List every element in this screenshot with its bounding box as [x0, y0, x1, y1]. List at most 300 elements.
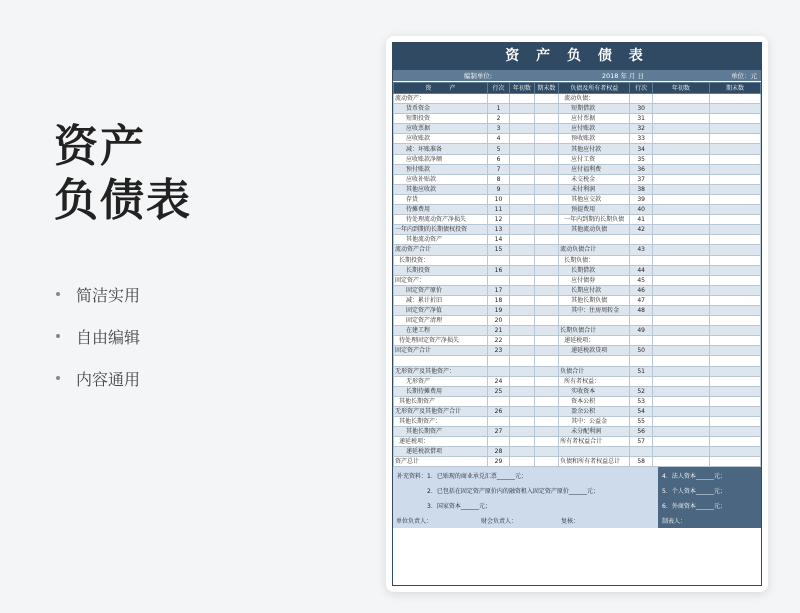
table-cell[interactable]: 短期借款 [559, 104, 630, 114]
feature-list [56, 283, 140, 409]
table-cell[interactable] [630, 356, 652, 366]
empty-cell[interactable] [652, 164, 709, 174]
empty-cell[interactable] [709, 305, 760, 315]
table-cell[interactable]: 其中：住房周转金 [559, 305, 630, 315]
empty-cell[interactable] [510, 215, 534, 225]
empty-cell[interactable] [652, 205, 709, 215]
empty-cell[interactable] [709, 427, 760, 437]
table-cell[interactable]: 54 [630, 406, 652, 416]
table-cell[interactable]: 26 [487, 406, 509, 416]
table-cell[interactable]: 长期借款 [559, 265, 630, 275]
empty-cell[interactable] [709, 295, 760, 305]
empty-cell[interactable] [709, 376, 760, 386]
empty-cell[interactable] [510, 275, 534, 285]
table-cell[interactable]: 34 [630, 144, 652, 154]
table-cell[interactable]: 24 [487, 376, 509, 386]
table-cell[interactable] [487, 437, 509, 447]
table-cell[interactable]: 49 [630, 326, 652, 336]
empty-cell[interactable] [652, 417, 709, 427]
table-cell[interactable]: 7 [487, 164, 509, 174]
table-cell[interactable]: 15 [487, 245, 509, 255]
empty-cell[interactable] [709, 275, 760, 285]
empty-cell[interactable] [709, 184, 760, 194]
table-cell[interactable]: 一年内到期的长期负债 [559, 215, 630, 225]
empty-cell[interactable] [652, 144, 709, 154]
empty-cell[interactable] [652, 356, 709, 366]
table-cell[interactable]: 51 [630, 366, 652, 376]
empty-cell[interactable] [510, 194, 534, 204]
table-cell[interactable] [487, 94, 509, 104]
table-cell[interactable]: 应付福利费 [559, 164, 630, 174]
empty-cell[interactable] [510, 124, 534, 134]
table-cell[interactable]: 长期投资： [394, 255, 488, 265]
empty-cell[interactable] [709, 316, 760, 326]
table-cell[interactable]: 5 [487, 144, 509, 154]
empty-cell[interactable] [534, 457, 558, 467]
empty-cell[interactable] [652, 326, 709, 336]
table-cell[interactable]: 35 [630, 154, 652, 164]
empty-cell[interactable] [652, 305, 709, 315]
empty-cell[interactable] [510, 305, 534, 315]
empty-cell[interactable] [709, 447, 760, 457]
empty-cell[interactable] [534, 104, 558, 114]
empty-cell[interactable] [652, 94, 709, 104]
empty-cell[interactable] [534, 114, 558, 124]
table-cell[interactable]: 负债合计 [559, 366, 630, 376]
empty-cell[interactable] [534, 245, 558, 255]
empty-cell[interactable] [510, 245, 534, 255]
table-cell[interactable] [487, 417, 509, 427]
empty-cell[interactable] [510, 235, 534, 245]
empty-cell[interactable] [534, 225, 558, 235]
table-cell[interactable]: 9 [487, 184, 509, 194]
empty-cell[interactable] [709, 245, 760, 255]
empty-cell[interactable] [652, 457, 709, 467]
table-cell[interactable] [630, 376, 652, 386]
empty-cell[interactable] [652, 235, 709, 245]
table-cell[interactable] [559, 316, 630, 326]
table-cell[interactable]: 30 [630, 104, 652, 114]
empty-cell[interactable] [534, 134, 558, 144]
empty-cell[interactable] [709, 457, 760, 467]
empty-cell[interactable] [534, 174, 558, 184]
empty-cell[interactable] [709, 346, 760, 356]
empty-cell[interactable] [652, 194, 709, 204]
table-cell[interactable]: 长期应付款 [559, 285, 630, 295]
table-cell[interactable]: 短期投资 [394, 114, 488, 124]
table-cell[interactable]: 21 [487, 326, 509, 336]
table-cell[interactable]: 货币资金 [394, 104, 488, 114]
table-cell[interactable]: 递延税款贷项 [559, 346, 630, 356]
empty-cell[interactable] [510, 285, 534, 295]
table-cell[interactable]: 50 [630, 346, 652, 356]
table-cell[interactable]: 固定资产原价 [394, 285, 488, 295]
empty-cell[interactable] [652, 245, 709, 255]
table-cell[interactable]: 长期负债： [559, 255, 630, 265]
empty-cell[interactable] [709, 386, 760, 396]
table-cell[interactable] [630, 336, 652, 346]
empty-cell[interactable] [510, 164, 534, 174]
table-cell[interactable] [630, 316, 652, 326]
empty-cell[interactable] [534, 417, 558, 427]
table-cell[interactable] [630, 447, 652, 457]
table-cell[interactable]: 其他长期资产 [394, 427, 488, 437]
empty-cell[interactable] [709, 215, 760, 225]
empty-cell[interactable] [510, 356, 534, 366]
table-cell[interactable]: 14 [487, 235, 509, 245]
table-cell[interactable]: 负债和所有者权益总计 [559, 457, 630, 467]
table-cell[interactable]: 8 [487, 174, 509, 184]
empty-cell[interactable] [709, 356, 760, 366]
table-cell[interactable]: 42 [630, 225, 652, 235]
table-cell[interactable]: 流动负债： [559, 94, 630, 104]
empty-cell[interactable] [534, 406, 558, 416]
empty-cell[interactable] [534, 215, 558, 225]
table-cell[interactable]: 22 [487, 336, 509, 346]
table-cell[interactable]: 其他长期资产 [394, 396, 488, 406]
table-cell[interactable]: 19 [487, 305, 509, 315]
empty-cell[interactable] [534, 265, 558, 275]
empty-cell[interactable] [534, 255, 558, 265]
table-cell[interactable]: 16 [487, 265, 509, 275]
empty-cell[interactable] [534, 154, 558, 164]
table-cell[interactable]: 40 [630, 205, 652, 215]
empty-cell[interactable] [709, 285, 760, 295]
table-cell[interactable]: 其他长期资产： [394, 417, 488, 427]
table-cell[interactable]: 长期投资 [394, 265, 488, 275]
empty-cell[interactable] [510, 144, 534, 154]
empty-cell[interactable] [652, 336, 709, 346]
table-cell[interactable]: 减：累计折旧 [394, 295, 488, 305]
table-cell[interactable]: 47 [630, 295, 652, 305]
empty-cell[interactable] [534, 437, 558, 447]
table-cell[interactable]: 固定资产净值 [394, 305, 488, 315]
empty-cell[interactable] [510, 114, 534, 124]
table-cell[interactable]: 18 [487, 295, 509, 305]
table-cell[interactable]: 所有者权益： [559, 376, 630, 386]
table-cell[interactable]: 45 [630, 275, 652, 285]
table-cell[interactable]: 3 [487, 124, 509, 134]
empty-cell[interactable] [652, 376, 709, 386]
empty-cell[interactable] [652, 366, 709, 376]
empty-cell[interactable] [534, 376, 558, 386]
table-cell[interactable]: 43 [630, 245, 652, 255]
empty-cell[interactable] [652, 346, 709, 356]
empty-cell[interactable] [709, 124, 760, 134]
table-cell[interactable]: 其他应收款 [394, 184, 488, 194]
table-cell[interactable]: 长期待摊费用 [394, 386, 488, 396]
table-cell[interactable] [394, 356, 488, 366]
table-cell[interactable]: 固定资产清理 [394, 316, 488, 326]
table-cell[interactable]: 44 [630, 265, 652, 275]
empty-cell[interactable] [510, 326, 534, 336]
empty-cell[interactable] [510, 104, 534, 114]
table-cell[interactable]: 资本公积 [559, 396, 630, 406]
empty-cell[interactable] [709, 174, 760, 184]
empty-cell[interactable] [510, 437, 534, 447]
empty-cell[interactable] [534, 427, 558, 437]
table-cell[interactable]: 待处理固定资产净损失 [394, 336, 488, 346]
empty-cell[interactable] [534, 346, 558, 356]
empty-cell[interactable] [510, 417, 534, 427]
table-cell[interactable]: 存货 [394, 194, 488, 204]
table-cell[interactable]: 31 [630, 114, 652, 124]
empty-cell[interactable] [709, 265, 760, 275]
empty-cell[interactable] [652, 114, 709, 124]
empty-cell[interactable] [534, 356, 558, 366]
empty-cell[interactable] [652, 174, 709, 184]
table-cell[interactable]: 56 [630, 427, 652, 437]
empty-cell[interactable] [652, 225, 709, 235]
table-cell[interactable]: 未交税金 [559, 174, 630, 184]
table-cell[interactable]: 48 [630, 305, 652, 315]
empty-cell[interactable] [534, 164, 558, 174]
table-cell[interactable]: 预付账款 [394, 164, 488, 174]
table-cell[interactable]: 递延税款借项 [394, 447, 488, 457]
table-cell[interactable]: 25 [487, 386, 509, 396]
empty-cell[interactable] [510, 255, 534, 265]
empty-cell[interactable] [709, 94, 760, 104]
empty-cell[interactable] [709, 134, 760, 144]
table-cell[interactable] [487, 366, 509, 376]
table-cell[interactable]: 52 [630, 386, 652, 396]
empty-cell[interactable] [510, 295, 534, 305]
table-cell[interactable]: 资产总计 [394, 457, 488, 467]
table-cell[interactable] [559, 447, 630, 457]
table-cell[interactable]: 预收账款 [559, 134, 630, 144]
table-cell[interactable] [487, 255, 509, 265]
table-cell[interactable]: 其他流动资产 [394, 235, 488, 245]
table-row [394, 174, 761, 184]
table-cell[interactable] [487, 356, 509, 366]
empty-cell[interactable] [510, 336, 534, 346]
empty-cell[interactable] [709, 417, 760, 427]
empty-cell[interactable] [510, 154, 534, 164]
table-cell[interactable] [630, 94, 652, 104]
table-cell[interactable]: 未分配利润 [559, 427, 630, 437]
empty-cell[interactable] [709, 104, 760, 114]
empty-cell[interactable] [709, 114, 760, 124]
empty-cell[interactable] [534, 305, 558, 315]
empty-cell[interactable] [534, 316, 558, 326]
table-cell[interactable]: 应收账款 [394, 134, 488, 144]
empty-cell[interactable] [652, 437, 709, 447]
empty-cell[interactable] [652, 427, 709, 437]
table-cell[interactable]: 37 [630, 174, 652, 184]
empty-cell[interactable] [510, 174, 534, 184]
table-cell[interactable]: 减：坏账准备 [394, 144, 488, 154]
empty-cell[interactable] [652, 396, 709, 406]
table-cell[interactable] [487, 396, 509, 406]
empty-cell[interactable] [534, 396, 558, 406]
empty-cell[interactable] [652, 154, 709, 164]
table-cell[interactable]: 其中：公益金 [559, 417, 630, 427]
table-cell[interactable]: 41 [630, 215, 652, 225]
empty-cell[interactable] [534, 366, 558, 376]
table-cell[interactable]: 流动负债合计 [559, 245, 630, 255]
empty-cell[interactable] [534, 124, 558, 134]
empty-cell[interactable] [709, 396, 760, 406]
table-cell[interactable]: 53 [630, 396, 652, 406]
empty-cell[interactable] [534, 94, 558, 104]
table-cell[interactable]: 其他应付款 [559, 144, 630, 154]
table-cell[interactable] [559, 235, 630, 245]
table-cell[interactable]: 待处理流动资产净损失 [394, 215, 488, 225]
table-cell[interactable]: 应付工资 [559, 154, 630, 164]
table-cell[interactable]: 在建工程 [394, 326, 488, 336]
sheet-preview-card[interactable] [386, 36, 768, 592]
table-cell[interactable]: 长期负债合计 [559, 326, 630, 336]
empty-cell[interactable] [534, 184, 558, 194]
table-cell[interactable]: 10 [487, 194, 509, 204]
empty-cell[interactable] [652, 275, 709, 285]
table-cell[interactable]: 固定资产： [394, 275, 488, 285]
table-cell[interactable] [630, 235, 652, 245]
empty-cell[interactable] [709, 235, 760, 245]
empty-cell[interactable] [652, 265, 709, 275]
empty-cell[interactable] [510, 346, 534, 356]
table-cell[interactable]: 12 [487, 215, 509, 225]
empty-cell[interactable] [709, 154, 760, 164]
table-cell[interactable]: 应收票据 [394, 124, 488, 134]
table-cell[interactable]: 其他应交款 [559, 194, 630, 204]
table-cell[interactable]: 未付利润 [559, 184, 630, 194]
empty-cell[interactable] [534, 144, 558, 154]
empty-cell[interactable] [709, 437, 760, 447]
table-cell[interactable]: 流动资产： [394, 94, 488, 104]
empty-cell[interactable] [709, 144, 760, 154]
empty-cell[interactable] [652, 215, 709, 225]
table-cell[interactable]: 无形资产及其他资产合计 [394, 406, 488, 416]
table-cell[interactable]: 无形资产 [394, 376, 488, 386]
table-cell[interactable]: 38 [630, 184, 652, 194]
table-cell[interactable]: 4 [487, 134, 509, 144]
empty-cell[interactable] [510, 94, 534, 104]
empty-cell[interactable] [534, 205, 558, 215]
empty-cell[interactable] [709, 194, 760, 204]
table-cell[interactable]: 流动资产合计 [394, 245, 488, 255]
empty-cell[interactable] [510, 265, 534, 275]
empty-cell[interactable] [534, 447, 558, 457]
empty-cell[interactable] [510, 134, 534, 144]
empty-cell[interactable] [709, 326, 760, 336]
table-cell[interactable]: 应收补贴款 [394, 174, 488, 184]
empty-cell[interactable] [709, 366, 760, 376]
empty-cell[interactable] [534, 235, 558, 245]
empty-cell[interactable] [510, 447, 534, 457]
table-cell[interactable]: 其他长期负债 [559, 295, 630, 305]
table-cell[interactable]: 28 [487, 447, 509, 457]
empty-cell[interactable] [652, 134, 709, 144]
empty-cell[interactable] [709, 164, 760, 174]
table-cell[interactable]: 待摊费用 [394, 205, 488, 215]
table-cell[interactable]: 实收资本 [559, 386, 630, 396]
table-cell[interactable]: 39 [630, 194, 652, 204]
empty-cell[interactable] [652, 184, 709, 194]
table-row [394, 366, 761, 376]
table-cell[interactable]: 13 [487, 225, 509, 235]
table-cell[interactable]: 所有者权益合计 [559, 437, 630, 447]
empty-cell[interactable] [652, 285, 709, 295]
table-cell[interactable]: 递延税项： [559, 336, 630, 346]
table-cell[interactable]: 58 [630, 457, 652, 467]
empty-cell[interactable] [652, 406, 709, 416]
empty-cell[interactable] [709, 255, 760, 265]
table-cell[interactable]: 29 [487, 457, 509, 467]
empty-cell[interactable] [652, 104, 709, 114]
empty-cell[interactable] [652, 255, 709, 265]
empty-cell[interactable] [510, 316, 534, 326]
table-cell[interactable]: 应付账款 [559, 124, 630, 134]
table-cell[interactable]: 57 [630, 437, 652, 447]
empty-cell[interactable] [510, 376, 534, 386]
table-cell[interactable]: 17 [487, 285, 509, 295]
table-cell[interactable]: 32 [630, 124, 652, 134]
empty-cell[interactable] [510, 366, 534, 376]
table-cell[interactable]: 23 [487, 346, 509, 356]
empty-cell[interactable] [510, 205, 534, 215]
empty-cell[interactable] [510, 386, 534, 396]
empty-cell[interactable] [709, 406, 760, 416]
empty-cell[interactable] [709, 225, 760, 235]
table-cell[interactable]: 20 [487, 316, 509, 326]
table-cell[interactable]: 预提费用 [559, 205, 630, 215]
table-cell[interactable]: 一年内到期的长期债权投资 [394, 225, 488, 235]
empty-cell[interactable] [534, 275, 558, 285]
empty-cell[interactable] [510, 406, 534, 416]
empty-cell[interactable] [510, 225, 534, 235]
empty-cell[interactable] [534, 386, 558, 396]
table-cell[interactable]: 盈余公积 [559, 406, 630, 416]
empty-cell[interactable] [534, 326, 558, 336]
table-cell[interactable]: 27 [487, 427, 509, 437]
table-cell[interactable]: 6 [487, 154, 509, 164]
empty-cell[interactable] [534, 336, 558, 346]
empty-cell[interactable] [534, 295, 558, 305]
table-cell[interactable]: 55 [630, 417, 652, 427]
table-cell[interactable]: 33 [630, 134, 652, 144]
table-cell[interactable]: 2 [487, 114, 509, 124]
empty-cell[interactable] [510, 457, 534, 467]
table-cell[interactable]: 46 [630, 285, 652, 295]
empty-cell[interactable] [510, 396, 534, 406]
empty-cell[interactable] [652, 447, 709, 457]
table-cell[interactable]: 无形资产及其他资产： [394, 366, 488, 376]
table-cell[interactable]: 36 [630, 164, 652, 174]
table-cell[interactable]: 递延税项： [394, 437, 488, 447]
empty-cell[interactable] [709, 336, 760, 346]
table-cell[interactable]: 应收账款净额 [394, 154, 488, 164]
table-cell[interactable]: 1 [487, 104, 509, 114]
table-cell[interactable]: 其他流动负债 [559, 225, 630, 235]
table-cell[interactable] [559, 356, 630, 366]
table-cell[interactable]: 11 [487, 205, 509, 215]
empty-cell[interactable] [534, 285, 558, 295]
table-cell[interactable]: 应付债券 [559, 275, 630, 285]
empty-cell[interactable] [709, 205, 760, 215]
table-cell[interactable]: 应付票据 [559, 114, 630, 124]
empty-cell[interactable] [652, 124, 709, 134]
empty-cell[interactable] [652, 386, 709, 396]
table-cell[interactable]: 固定资产合计 [394, 346, 488, 356]
empty-cell[interactable] [652, 316, 709, 326]
empty-cell[interactable] [652, 295, 709, 305]
table-cell[interactable] [487, 275, 509, 285]
empty-cell[interactable] [510, 184, 534, 194]
empty-cell[interactable] [510, 427, 534, 437]
table-cell[interactable] [630, 255, 652, 265]
empty-cell[interactable] [534, 194, 558, 204]
